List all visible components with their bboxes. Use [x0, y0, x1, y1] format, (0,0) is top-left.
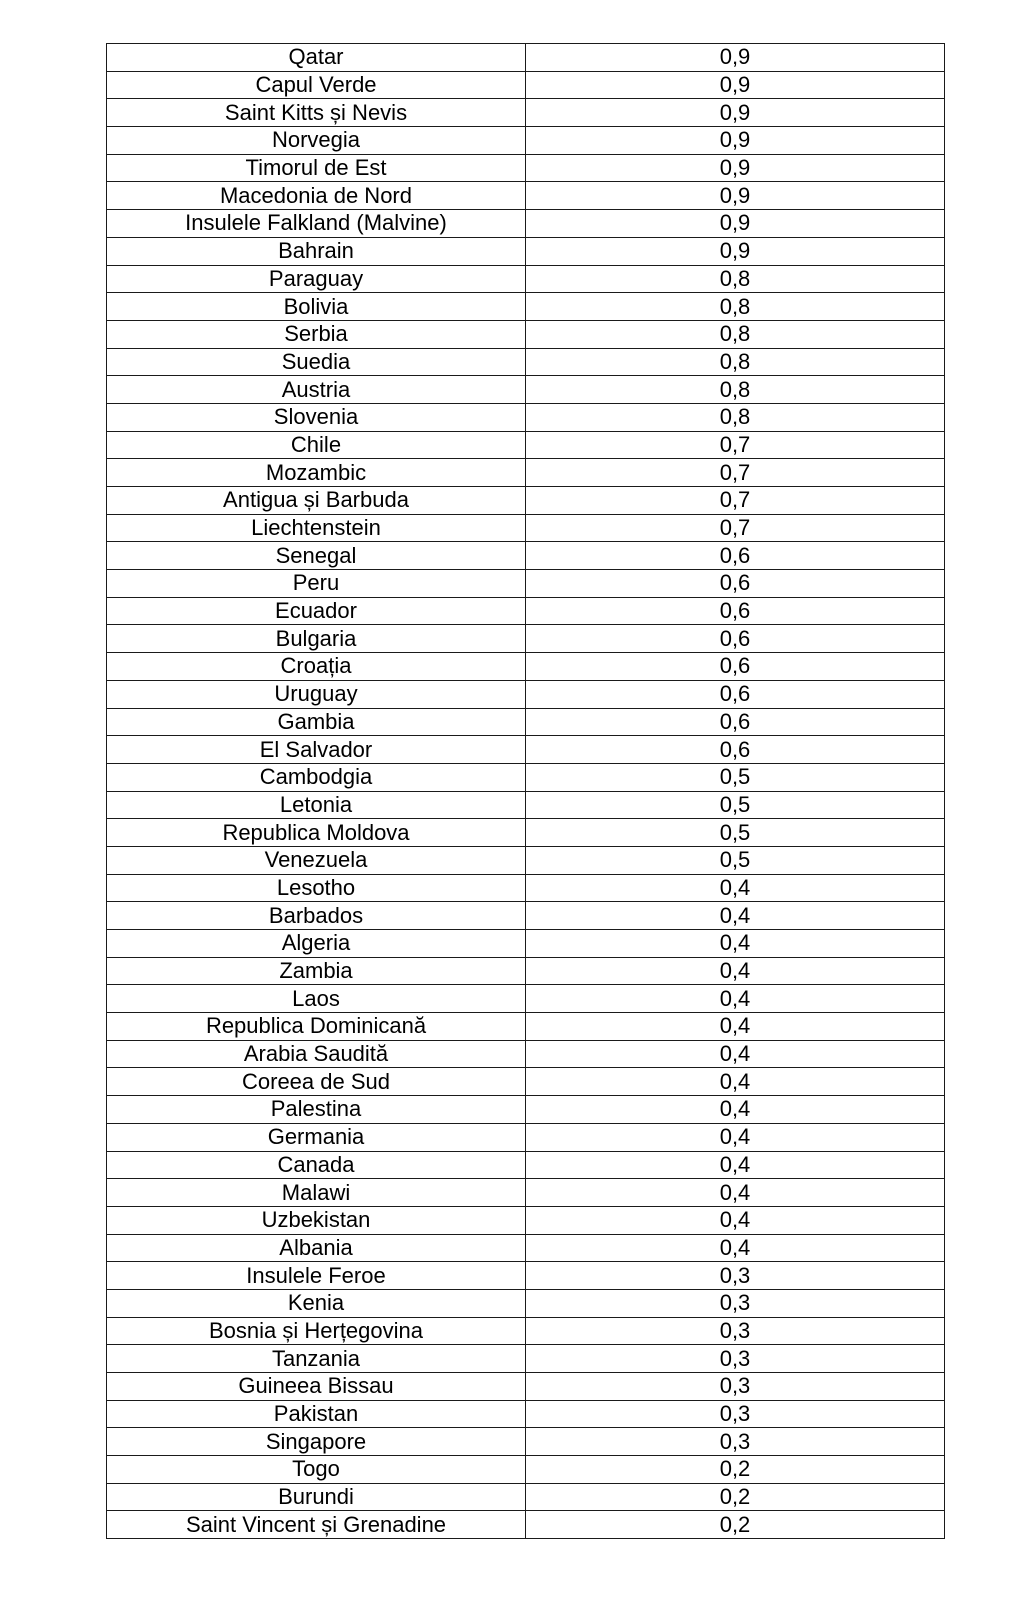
value-cell: 0,6: [526, 570, 945, 598]
table-row: [107, 680, 945, 708]
country-cell: Venezuela: [107, 846, 526, 874]
table-row: [107, 930, 945, 958]
country-cell: Algeria: [107, 930, 526, 958]
table-row: [107, 1289, 945, 1317]
table-row: [107, 99, 945, 127]
country-cell: Capul Verde: [107, 71, 526, 99]
country-cell: Senegal: [107, 542, 526, 570]
table-row: [107, 1483, 945, 1511]
country-cell: Singapore: [107, 1428, 526, 1456]
country-cell: Croația: [107, 653, 526, 681]
country-cell: Insulele Feroe: [107, 1262, 526, 1290]
country-cell: Gambia: [107, 708, 526, 736]
value-cell: 0,9: [526, 44, 945, 72]
table-row: [107, 431, 945, 459]
table-row: [107, 1456, 945, 1484]
country-cell: El Salvador: [107, 736, 526, 764]
value-cell: 0,2: [526, 1511, 945, 1539]
country-cell: Burundi: [107, 1483, 526, 1511]
country-cell: Liechtenstein: [107, 514, 526, 542]
value-cell: 0,9: [526, 154, 945, 182]
table-row: [107, 819, 945, 847]
table-row: [107, 1013, 945, 1041]
value-cell: 0,8: [526, 376, 945, 404]
table-row: [107, 320, 945, 348]
country-cell: Mozambic: [107, 459, 526, 487]
table-row: [107, 902, 945, 930]
country-cell: Uruguay: [107, 680, 526, 708]
value-cell: 0,7: [526, 487, 945, 515]
value-cell: 0,5: [526, 763, 945, 791]
value-cell: 0,2: [526, 1483, 945, 1511]
value-cell: 0,9: [526, 182, 945, 210]
country-cell: Kenia: [107, 1289, 526, 1317]
value-cell: 0,3: [526, 1289, 945, 1317]
value-cell: 0,8: [526, 265, 945, 293]
table-row: [107, 1234, 945, 1262]
table-row: [107, 763, 945, 791]
country-cell: Zambia: [107, 957, 526, 985]
table-row: [107, 1040, 945, 1068]
value-cell: 0,7: [526, 459, 945, 487]
value-cell: 0,9: [526, 237, 945, 265]
table-row: [107, 1179, 945, 1207]
value-cell: 0,4: [526, 957, 945, 985]
table-row: [107, 237, 945, 265]
country-cell: Bahrain: [107, 237, 526, 265]
country-cell: Republica Moldova: [107, 819, 526, 847]
country-cell: Germania: [107, 1123, 526, 1151]
value-cell: 0,4: [526, 1151, 945, 1179]
value-cell: 0,4: [526, 1123, 945, 1151]
value-cell: 0,6: [526, 653, 945, 681]
table-body: [107, 44, 945, 1539]
table-row: [107, 985, 945, 1013]
country-cell: Peru: [107, 570, 526, 598]
country-cell: Insulele Falkland (Malvine): [107, 210, 526, 238]
value-cell: 0,9: [526, 210, 945, 238]
value-cell: 0,8: [526, 403, 945, 431]
value-cell: 0,5: [526, 846, 945, 874]
value-cell: 0,8: [526, 348, 945, 376]
value-cell: 0,4: [526, 985, 945, 1013]
value-cell: 0,4: [526, 902, 945, 930]
table-row: [107, 487, 945, 515]
value-cell: 0,8: [526, 320, 945, 348]
table-row: [107, 265, 945, 293]
value-cell: 0,7: [526, 514, 945, 542]
country-cell: Albania: [107, 1234, 526, 1262]
value-cell: 0,9: [526, 99, 945, 127]
country-cell: Tanzania: [107, 1345, 526, 1373]
value-cell: 0,6: [526, 597, 945, 625]
table-row: [107, 1262, 945, 1290]
table-row: [107, 403, 945, 431]
table-row: [107, 459, 945, 487]
country-cell: Malawi: [107, 1179, 526, 1207]
country-cell: Canada: [107, 1151, 526, 1179]
value-cell: 0,4: [526, 1206, 945, 1234]
value-cell: 0,7: [526, 431, 945, 459]
table-row: [107, 1400, 945, 1428]
table-row: [107, 846, 945, 874]
table-row: [107, 293, 945, 321]
country-cell: Letonia: [107, 791, 526, 819]
country-cell: Norvegia: [107, 127, 526, 155]
country-cell: Lesotho: [107, 874, 526, 902]
table-row: [107, 1511, 945, 1539]
value-cell: 0,5: [526, 791, 945, 819]
value-cell: 0,6: [526, 680, 945, 708]
value-cell: 0,6: [526, 542, 945, 570]
table-row: [107, 210, 945, 238]
table-row: [107, 348, 945, 376]
table-row: [107, 625, 945, 653]
table-row: [107, 127, 945, 155]
country-cell: Coreea de Sud: [107, 1068, 526, 1096]
value-cell: 0,8: [526, 293, 945, 321]
country-cell: Barbados: [107, 902, 526, 930]
table-row: [107, 1317, 945, 1345]
table-row: [107, 44, 945, 72]
country-cell: Slovenia: [107, 403, 526, 431]
value-cell: 0,4: [526, 1013, 945, 1041]
country-cell: Arabia Saudită: [107, 1040, 526, 1068]
value-cell: 0,9: [526, 71, 945, 99]
value-cell: 0,4: [526, 1096, 945, 1124]
value-cell: 0,4: [526, 874, 945, 902]
table-row: [107, 708, 945, 736]
value-cell: 0,6: [526, 736, 945, 764]
table-row: [107, 791, 945, 819]
country-cell: Palestina: [107, 1096, 526, 1124]
table-row: [107, 1206, 945, 1234]
country-cell: Timorul de Est: [107, 154, 526, 182]
country-cell: Pakistan: [107, 1400, 526, 1428]
value-cell: 0,4: [526, 1179, 945, 1207]
country-cell: Bulgaria: [107, 625, 526, 653]
table-row: [107, 154, 945, 182]
country-cell: Chile: [107, 431, 526, 459]
value-cell: 0,3: [526, 1373, 945, 1401]
table-row: [107, 376, 945, 404]
value-cell: 0,9: [526, 127, 945, 155]
table-row: [107, 1151, 945, 1179]
value-cell: 0,5: [526, 819, 945, 847]
country-cell: Laos: [107, 985, 526, 1013]
table-row: [107, 514, 945, 542]
table-row: [107, 1123, 945, 1151]
country-cell: Uzbekistan: [107, 1206, 526, 1234]
country-cell: Antigua și Barbuda: [107, 487, 526, 515]
value-cell: 0,6: [526, 625, 945, 653]
country-cell: Paraguay: [107, 265, 526, 293]
country-cell: Cambodgia: [107, 763, 526, 791]
value-cell: 0,4: [526, 1234, 945, 1262]
value-cell: 0,2: [526, 1456, 945, 1484]
country-cell: Saint Vincent și Grenadine: [107, 1511, 526, 1539]
value-cell: 0,4: [526, 1068, 945, 1096]
table-row: [107, 542, 945, 570]
value-cell: 0,4: [526, 1040, 945, 1068]
value-cell: 0,3: [526, 1345, 945, 1373]
value-cell: 0,3: [526, 1400, 945, 1428]
table-row: [107, 71, 945, 99]
country-cell: Bolivia: [107, 293, 526, 321]
table-row: [107, 597, 945, 625]
value-cell: 0,3: [526, 1317, 945, 1345]
country-cell: Togo: [107, 1456, 526, 1484]
country-cell: Guineea Bissau: [107, 1373, 526, 1401]
table-row: [107, 1345, 945, 1373]
table-row: [107, 1428, 945, 1456]
country-cell: Qatar: [107, 44, 526, 72]
country-cell: Republica Dominicană: [107, 1013, 526, 1041]
country-cell: Bosnia și Herțegovina: [107, 1317, 526, 1345]
country-cell: Saint Kitts și Nevis: [107, 99, 526, 127]
country-cell: Serbia: [107, 320, 526, 348]
country-table-container: [106, 43, 944, 1539]
country-cell: Ecuador: [107, 597, 526, 625]
country-cell: Austria: [107, 376, 526, 404]
country-value-table: [106, 43, 945, 1539]
table-row: [107, 182, 945, 210]
country-cell: Macedonia de Nord: [107, 182, 526, 210]
table-row: [107, 874, 945, 902]
table-row: [107, 957, 945, 985]
country-cell: Suedia: [107, 348, 526, 376]
table-row: [107, 736, 945, 764]
value-cell: 0,3: [526, 1262, 945, 1290]
table-row: [107, 1096, 945, 1124]
value-cell: 0,4: [526, 930, 945, 958]
value-cell: 0,3: [526, 1428, 945, 1456]
table-row: [107, 1373, 945, 1401]
table-row: [107, 1068, 945, 1096]
table-row: [107, 570, 945, 598]
table-row: [107, 653, 945, 681]
value-cell: 0,6: [526, 708, 945, 736]
